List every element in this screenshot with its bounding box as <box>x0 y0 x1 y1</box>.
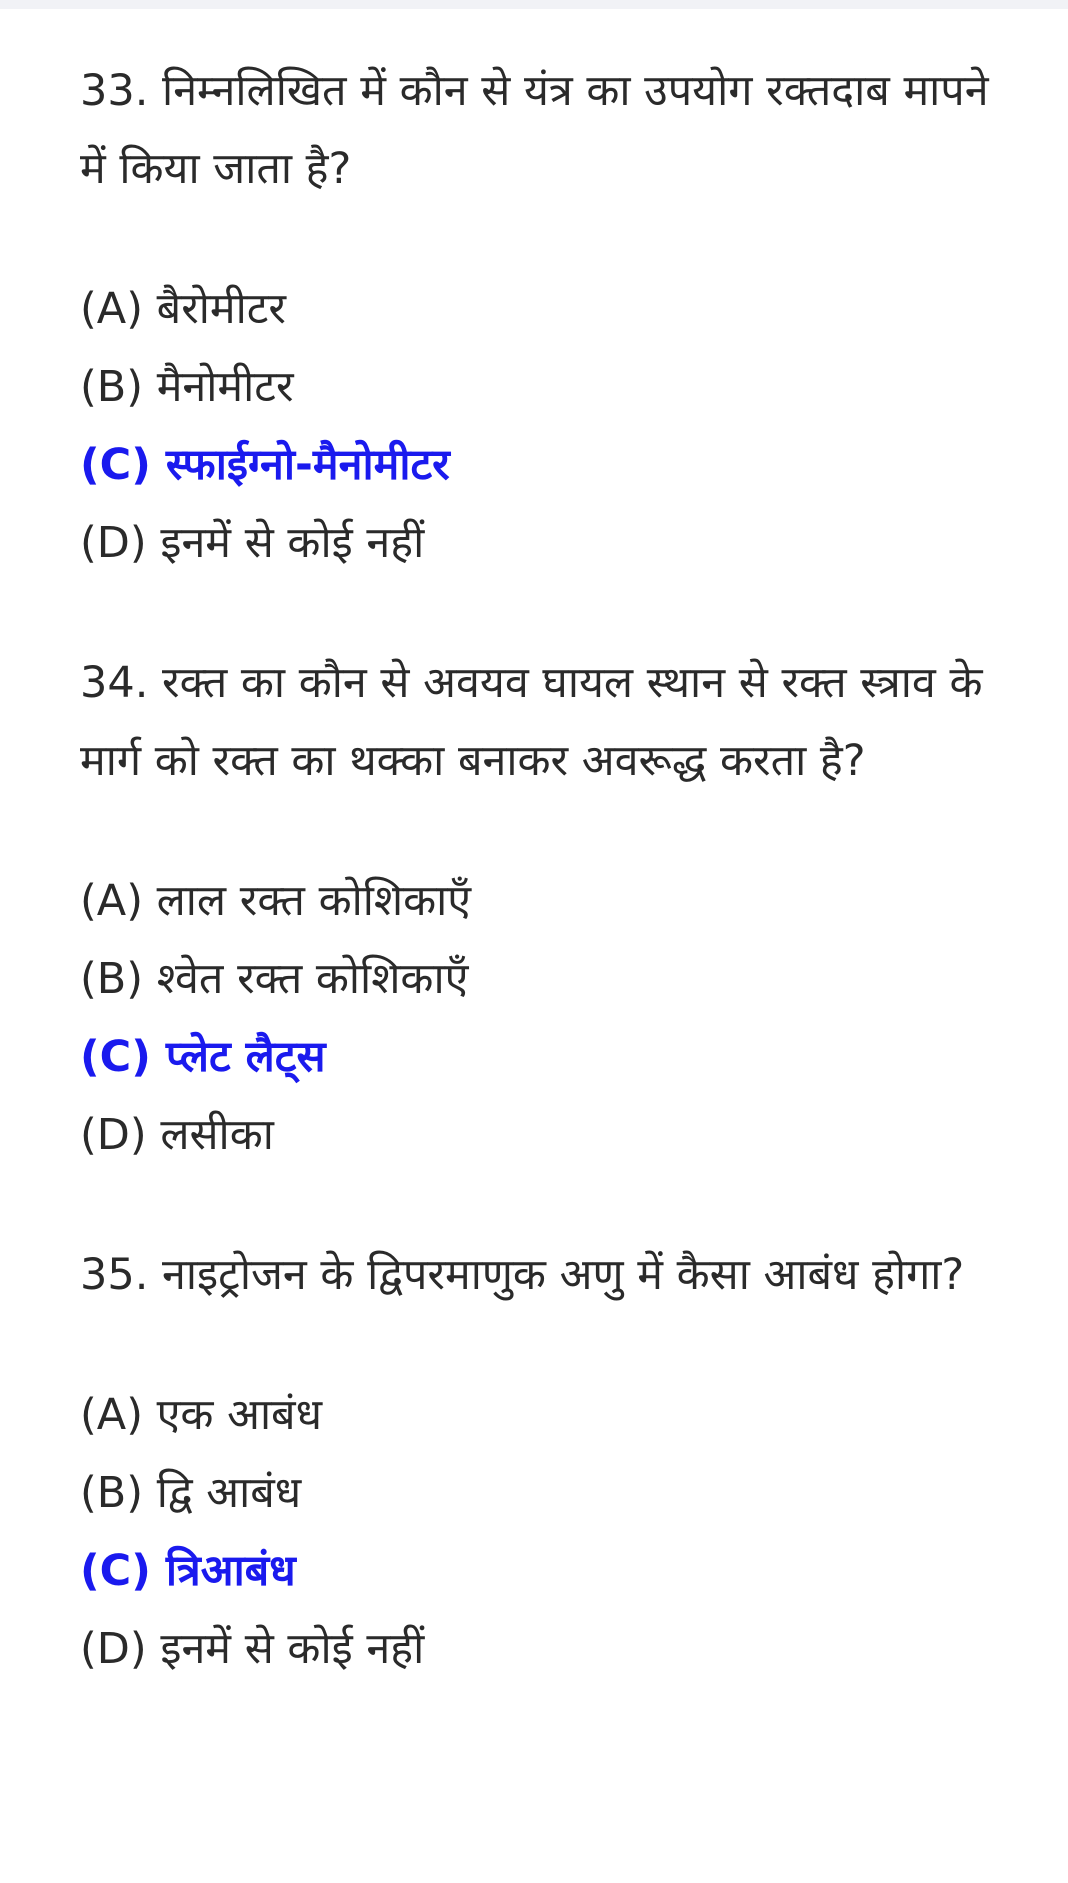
question-text: 35. नाइट्रोजन के द्विपरमाणुक अणु में कैसा आबंध होगा? <box>80 1250 965 1300</box>
top-strip <box>0 0 1068 9</box>
option-d: (D) इनमें से कोई नहीं <box>80 1624 425 1674</box>
option-d: (D) लसीका <box>80 1110 274 1160</box>
question-34 <box>80 644 1020 1174</box>
option-a: (A) लाल रक्त कोशिकाएँ <box>80 876 472 926</box>
option-a: (A) बैरोमीटर <box>80 284 287 334</box>
option-b: (B) द्वि आबंध <box>80 1468 302 1518</box>
option-d: (D) इनमें से कोई नहीं <box>80 518 425 568</box>
option-a: (A) एक आबंध <box>80 1390 323 1440</box>
question-text: 33. निम्नलिखित में कौन से यंत्र का उपयोग रक्तदाब मापने में किया जाता है? <box>80 66 989 194</box>
option-c-correct-answer: (C) प्लेट लैट्स <box>80 1032 326 1082</box>
option-b: (B) श्वेत रक्त कोशिकाएँ <box>80 954 469 1004</box>
question-list <box>80 52 1020 1750</box>
option-c-correct-answer: (C) त्रिआबंध <box>80 1546 296 1596</box>
option-c-correct-answer: (C) स्फाईग्नो-मैनोमीटर <box>80 440 450 490</box>
option-b: (B) मैनोमीटर <box>80 362 294 412</box>
question-text: 34. रक्त का कौन से अवयव घायल स्थान से रक्त स्त्राव के मार्ग को रक्त का थक्का बनाकर अवरूद्ध करता है? <box>80 658 983 786</box>
question-35 <box>80 1236 1020 1688</box>
question-33 <box>80 52 1020 582</box>
